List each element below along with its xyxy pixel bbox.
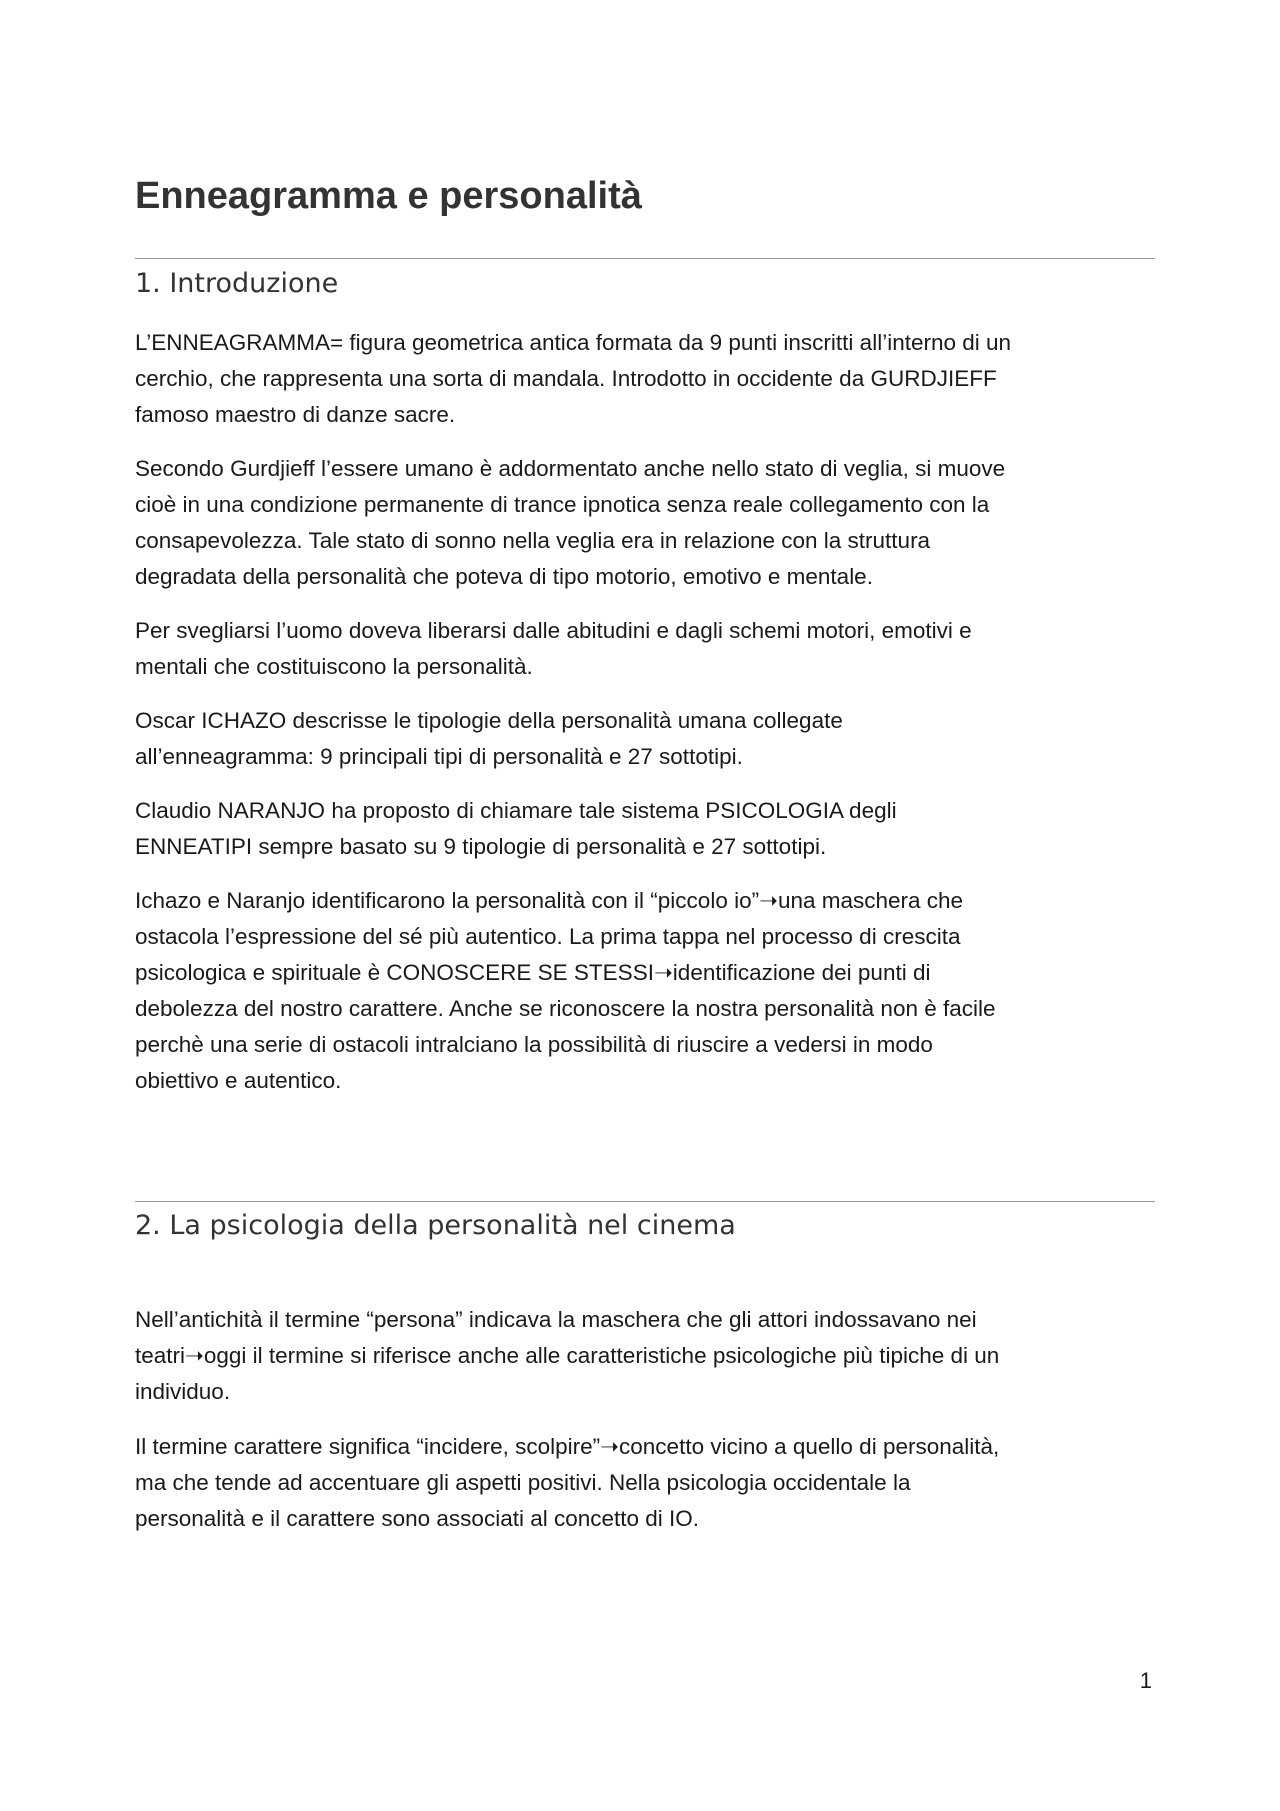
text-line: Claudio NARANJO ha proposto di chiamare tale sistema PSICOLOGIA degli [135, 798, 897, 823]
text-line: Nell’antichità il termine “persona” indicava la maschera che gli attori indossavano nei [135, 1307, 977, 1332]
text-line: ENNEATIPI sempre basato su 9 tipologie di personalità e 27 sottotipi. [135, 834, 827, 859]
text-line: consapevolezza. Tale stato di sonno nella veglia era in relazione con la struttura [135, 528, 931, 553]
paragraph [135, 703, 1155, 775]
section-divider [135, 1201, 1155, 1202]
paragraph [135, 1302, 1155, 1410]
document-title: Enneagramma e personalità [135, 175, 642, 217]
text-line: ostacola l’espressione del sé più autentico. La prima tappa nel processo di crescita [135, 924, 961, 949]
text-line: Ichazo e Naranjo identificarono la personalità con il “piccolo io”➝una maschera che [135, 888, 964, 913]
text-line: debolezza del nostro carattere. Anche se riconoscere la nostra personalità non è facile [135, 996, 996, 1021]
section-divider [135, 258, 1155, 259]
text-line: mentali che costituiscono la personalità. [135, 654, 533, 679]
text-line: Oscar ICHAZO descrisse le tipologie della personalità umana collegate [135, 708, 843, 733]
section-heading-cinema: 2. La psicologia della personalità nel cinema [135, 1210, 736, 1241]
paragraph [135, 451, 1155, 595]
paragraph [135, 793, 1155, 865]
paragraph [135, 613, 1155, 685]
text-line: teatri➝oggi il termine si riferisce anche alle caratteristiche psicologiche più tipiche di un [135, 1343, 1000, 1368]
section-heading-introduzione: 1. Introduzione [135, 268, 339, 299]
paragraph [135, 325, 1155, 433]
text-line: famoso maestro di danze sacre. [135, 402, 456, 427]
text-line: psicologica e spirituale è CONOSCERE SE STESSI➝identificazione dei punti di [135, 960, 931, 985]
text-line: individuo. [135, 1379, 231, 1404]
paragraph [135, 883, 1155, 1099]
text-line: Il termine carattere significa “incidere, scolpire”➝concetto vicino a quello di personalità, [135, 1434, 1000, 1459]
text-line: personalità e il carattere sono associati al concetto di IO. [135, 1506, 700, 1531]
text-line: Per svegliarsi l’uomo doveva liberarsi dalle abitudini e dagli schemi motori, emotivi e [135, 618, 972, 643]
text-line: all’enneagramma: 9 principali tipi di personalità e 27 sottotipi. [135, 744, 743, 769]
paragraph [135, 1429, 1155, 1537]
text-line: obiettivo e autentico. [135, 1068, 342, 1093]
text-line: degradata della personalità che poteva di tipo motorio, emotivo e mentale. [135, 564, 873, 589]
text-line: L’ENNEAGRAMMA= figura geometrica antica formata da 9 punti inscritti all’interno di un [135, 330, 1012, 355]
text-line: cioè in una condizione permanente di trance ipnotica senza reale collegamento con la [135, 492, 990, 517]
text-line: perchè una serie di ostacoli intralciano la possibilità di riuscire a vedersi in modo [135, 1032, 933, 1057]
text-line: ma che tende ad accentuare gli aspetti positivi. Nella psicologia occidentale la [135, 1470, 911, 1495]
text-line: cerchio, che rappresenta una sorta di mandala. Introdotto in occidente da GURDJIEFF [135, 366, 997, 391]
text-line: Secondo Gurdjieff l’essere umano è addormentato anche nello stato di veglia, si muove [135, 456, 1006, 481]
page-number: 1 [1139, 1668, 1152, 1693]
